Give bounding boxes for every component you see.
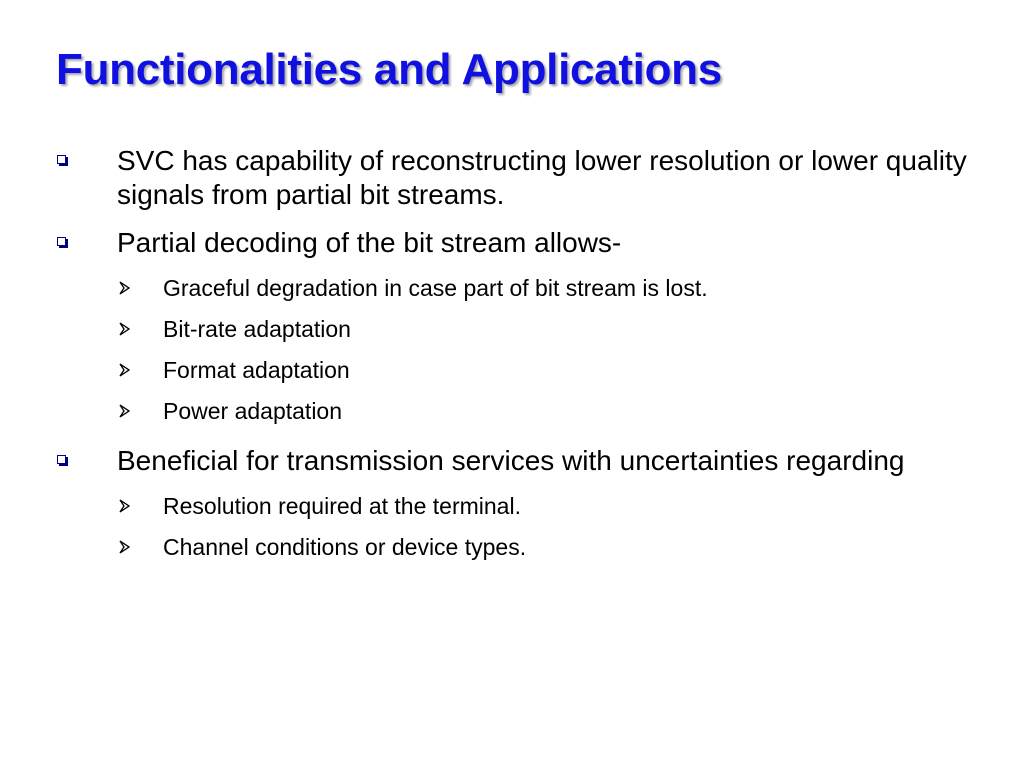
sub-bullet-item <box>0 533 1024 561</box>
sub-bullet-text: Power adaptation <box>163 398 343 424</box>
sub-bullet-text: Graceful degradation in case part of bit stream is lost. <box>163 275 708 301</box>
bullet-list <box>0 144 1024 574</box>
slide-title: Functionalities and Applications <box>56 45 722 94</box>
arrow-bullet-icon <box>119 281 131 295</box>
bullet-item <box>0 226 1024 260</box>
sub-bullet-text: Bit-rate adaptation <box>163 316 351 342</box>
sub-bullet-item <box>0 274 1024 302</box>
bullet-item <box>0 444 1024 478</box>
bullet-text: Partial decoding of the bit stream allows- <box>117 227 622 258</box>
square-bullet-icon <box>57 155 66 164</box>
sub-bullet-text: Channel conditions or device types. <box>163 534 527 560</box>
arrow-bullet-icon <box>119 404 131 418</box>
sub-bullet-item <box>0 356 1024 384</box>
bullet-item <box>0 144 1024 212</box>
sub-bullet-text: Format adaptation <box>163 357 350 383</box>
sub-bullet-item <box>0 397 1024 425</box>
arrow-bullet-icon <box>119 322 131 336</box>
sub-bullet-item <box>0 315 1024 343</box>
arrow-bullet-icon <box>119 540 131 554</box>
square-bullet-icon <box>57 455 66 464</box>
square-bullet-icon <box>57 237 66 246</box>
arrow-bullet-icon <box>119 363 131 377</box>
sub-bullet-text: Resolution required at the terminal. <box>163 493 521 519</box>
bullet-text: SVC has capability of reconstructing lower resolution or lower quality signals from partial bit streams. <box>117 145 967 210</box>
arrow-bullet-icon <box>119 499 131 513</box>
bullet-text: Beneficial for transmission services with uncertainties regarding <box>117 445 905 476</box>
sub-bullet-item <box>0 492 1024 520</box>
